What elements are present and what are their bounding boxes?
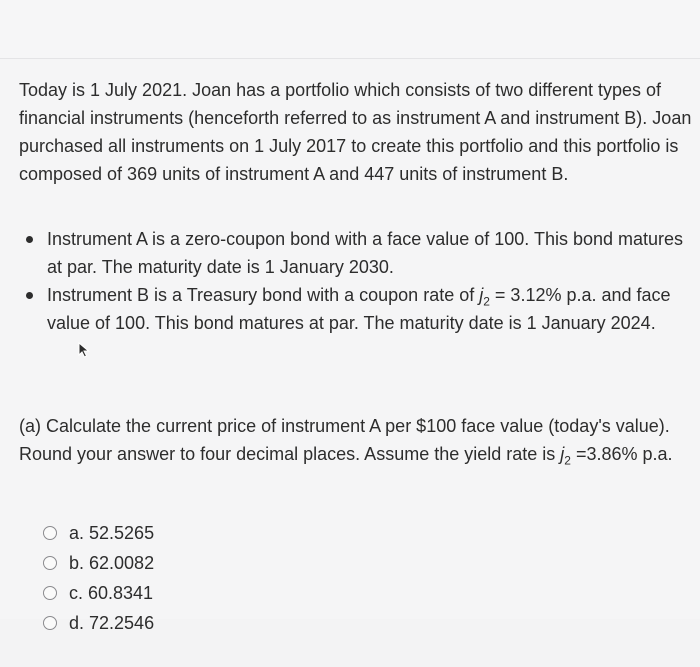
option-label: c. 60.8341 xyxy=(69,583,154,603)
instrument-b-text-before: Instrument B is a Treasury bond with a coupon rate of xyxy=(47,285,480,305)
mouse-pointer-icon xyxy=(77,338,91,366)
math-variable: j xyxy=(479,285,484,305)
answer-option-d[interactable] xyxy=(0,610,700,640)
instrument-b-text-after: = 3.12% p.a. and face value of 100. This bond matures at par. The maturity date is 1 January 2024. xyxy=(47,285,671,333)
radio-unchecked-icon[interactable] xyxy=(43,556,57,570)
radio-unchecked-icon[interactable] xyxy=(43,616,57,630)
math-subscript: 2 xyxy=(564,453,571,468)
instrument-list xyxy=(0,225,700,366)
bullet-dot-icon xyxy=(26,292,33,299)
radio-unchecked-icon[interactable] xyxy=(43,586,57,600)
math-subscript: 2 xyxy=(483,294,490,309)
option-label: d. 72.2546 xyxy=(69,613,155,633)
question-text xyxy=(19,412,691,468)
answer-option-a[interactable] xyxy=(0,520,700,550)
answer-option-b[interactable] xyxy=(0,550,700,580)
option-label: b. 62.0082 xyxy=(69,553,155,573)
question-text-after: =3.86% p.a. xyxy=(570,444,673,464)
top-toolbar-area xyxy=(0,0,700,59)
list-item-instrument-b xyxy=(0,281,693,366)
bullet-dot-icon xyxy=(26,236,33,243)
list-item-instrument-a xyxy=(0,225,693,281)
answer-option-c[interactable] xyxy=(0,580,700,610)
math-variable: j xyxy=(560,444,565,464)
intro-paragraph: Today is 1 July 2021. Joan has a portfolio which consists of two different types of financial instruments (henceforth referred to as instrument A and instrument B). Joan purchased all instruments on 1 July 2017 to create this portfolio and this portfolio is composed of 369 units of instrument A and 447 units of instrument B. xyxy=(19,80,692,184)
option-label: a. 52.5265 xyxy=(69,523,155,543)
radio-unchecked-icon[interactable] xyxy=(43,526,57,540)
instrument-a-text: Instrument A is a zero-coupon bond with a face value of 100. This bond matures at par. The maturity date is 1 January 2030. xyxy=(47,229,684,277)
question-text-before: (a) Calculate the current price of instrument A per $100 face value (today's value). Round your answer to four decimal places. Assume the yield rate is xyxy=(19,416,670,464)
answer-options xyxy=(0,520,700,640)
